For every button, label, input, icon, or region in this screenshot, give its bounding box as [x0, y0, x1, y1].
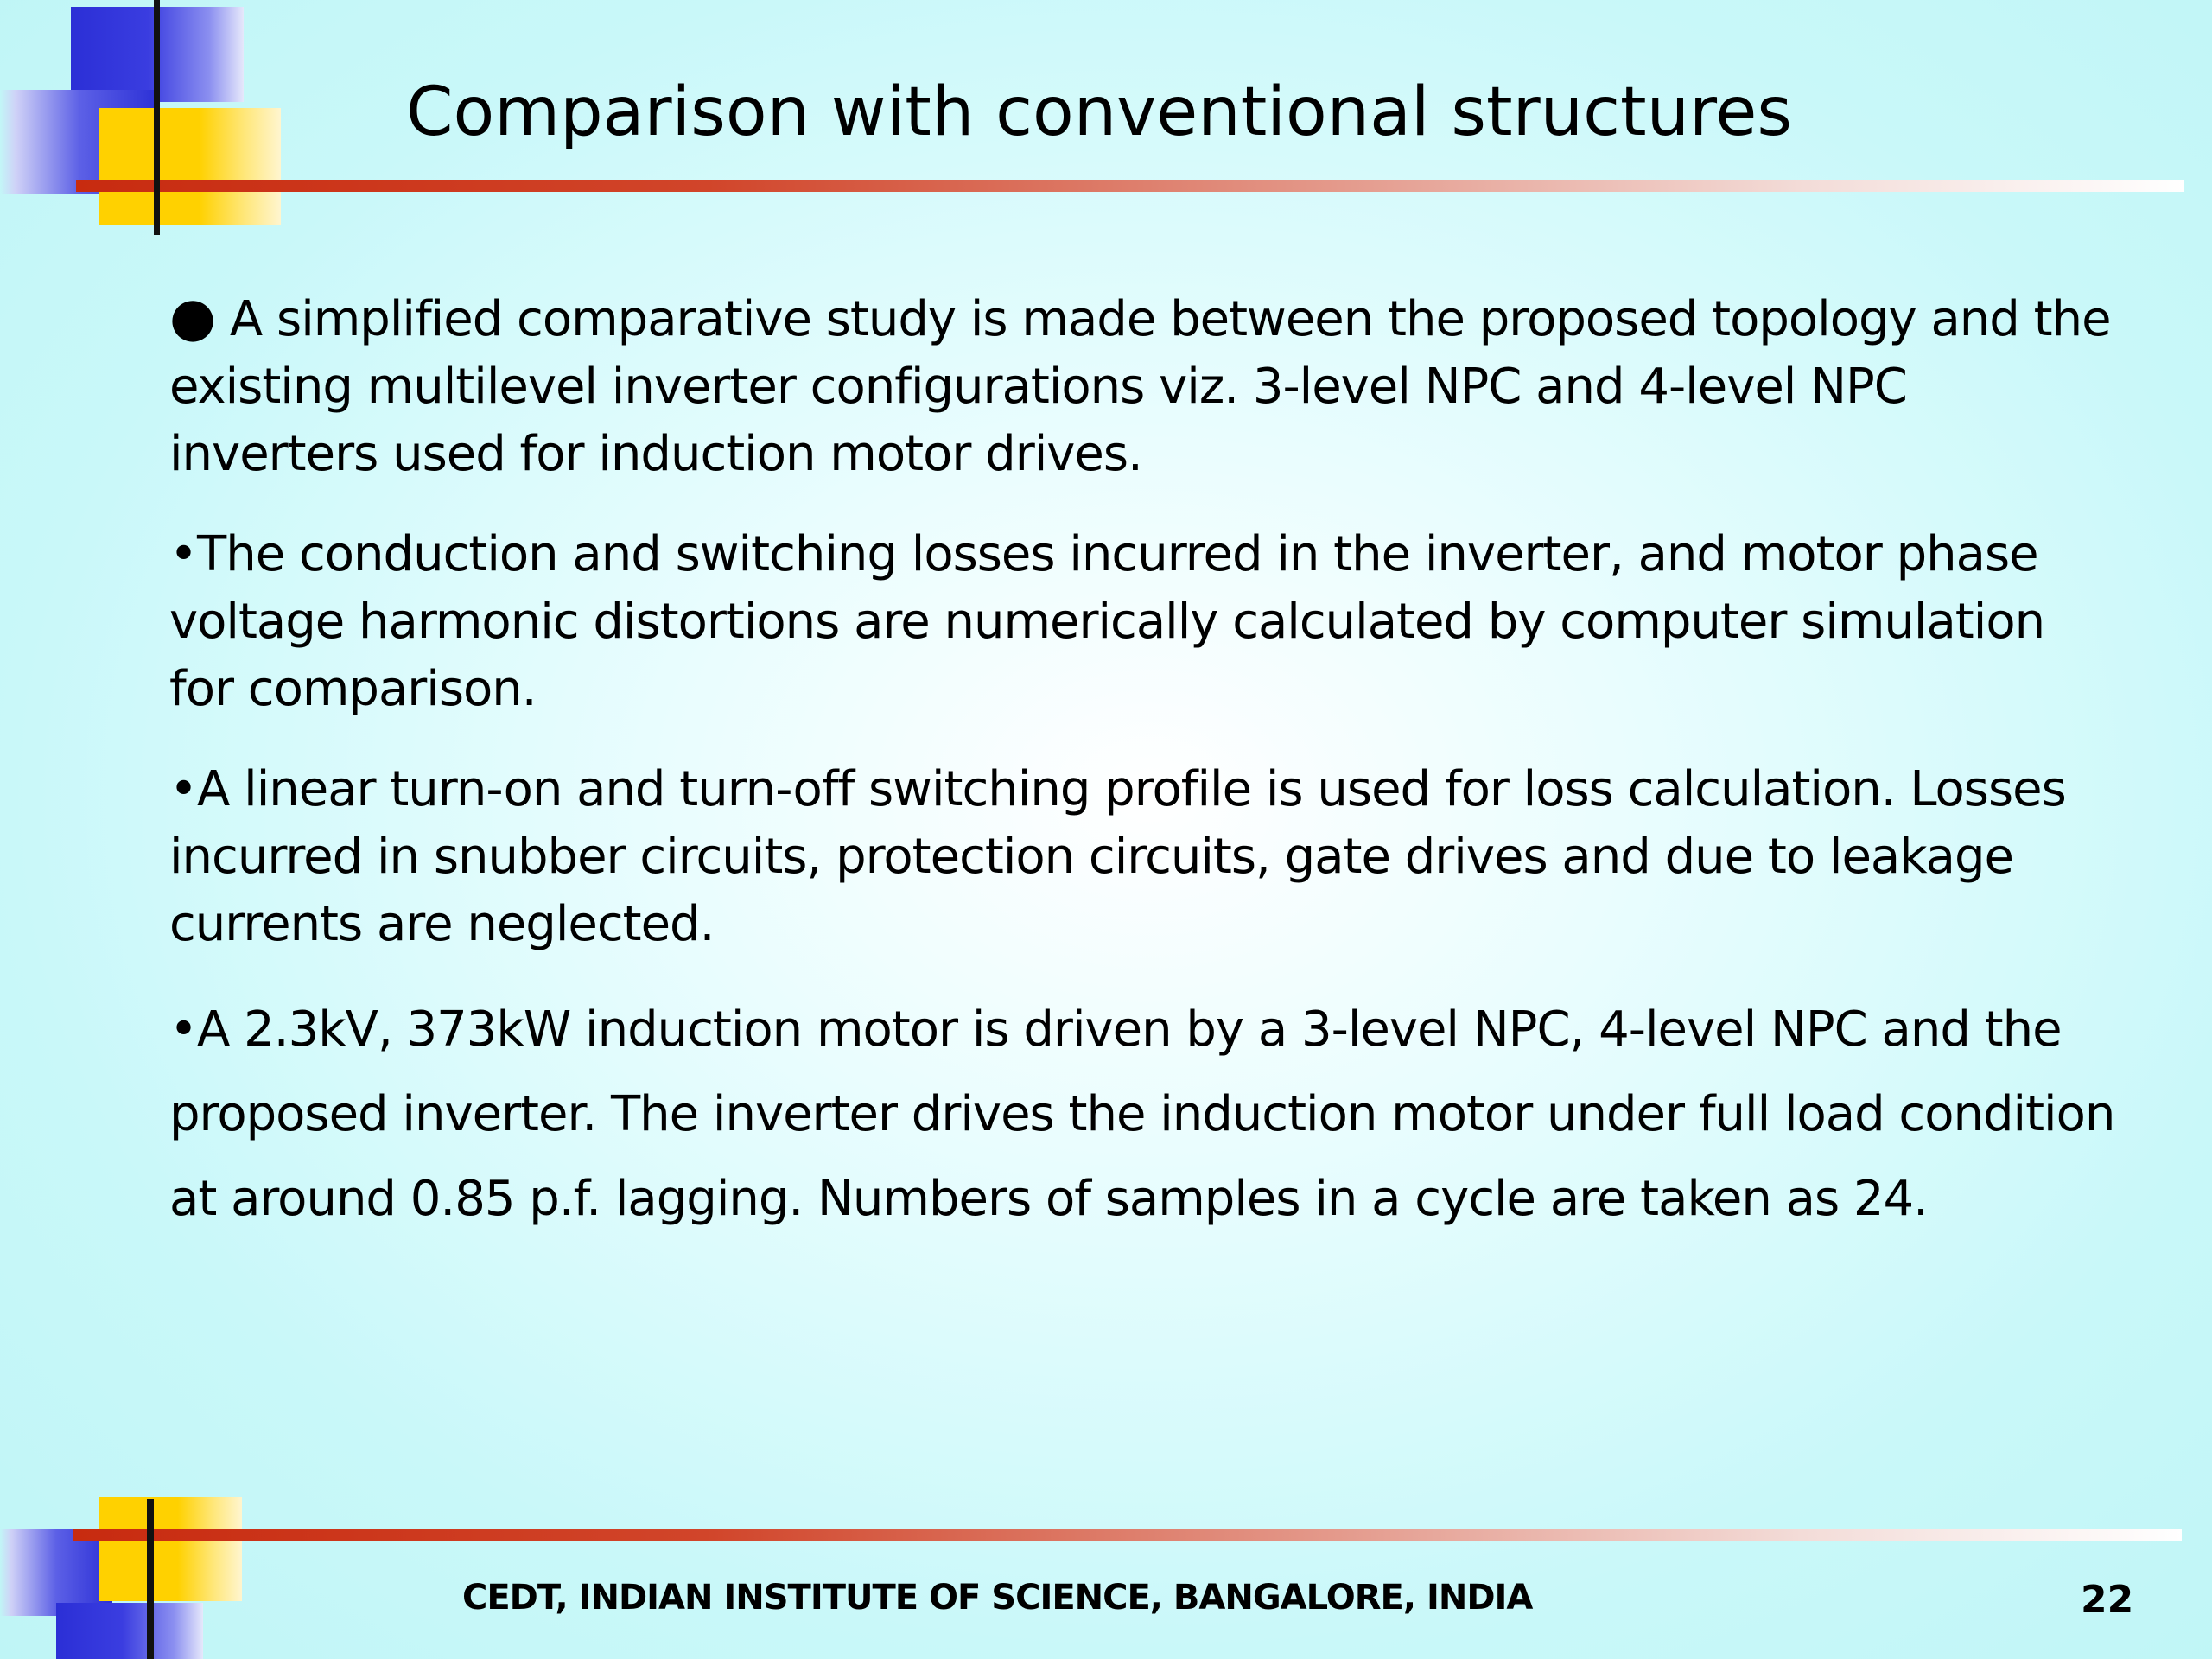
decor-yellow-square-bottom: [99, 1497, 242, 1601]
slide-title: Comparison with conventional structures: [406, 73, 1792, 151]
decor-vertical-line-bottom: [147, 1499, 154, 1659]
bullet-text: A linear turn-on and turn-off switching profile is used for loss calculation. Losses incurred in snubber circuits, protection circuits, gate drives and due to leakage currents are neglected.: [169, 761, 2066, 952]
bullet-marker: ●: [169, 285, 216, 348]
bullet-text: The conduction and switching losses incurred in the inverter, and motor phase voltage harmonic distortions are numerically calculated by computer simulation for comparison.: [169, 526, 2045, 717]
decor-vertical-line-top: [154, 0, 160, 235]
bullet-paragraph-4: [169, 988, 2122, 1242]
bullet-paragraph-1: [169, 283, 2122, 488]
bullet-paragraph-2: [169, 521, 2122, 723]
bullet-marker: •: [169, 1001, 198, 1058]
bullet-paragraph-3: [169, 756, 2122, 958]
slide-body: [169, 283, 2122, 1242]
title-divider-line: [76, 180, 2184, 192]
bullet-marker: •: [169, 526, 198, 582]
bullet-text: A simplified comparative study is made between the proposed topology and the existing multilevel inverter configurations viz. 3-level NPC and 4-level NPC inverters used for induction motor drives.: [169, 291, 2111, 482]
bullet-text: A 2.3kV, 373kW induction motor is driven by a 3-level NPC, 4-level NPC and the proposed inverter. The inverter drives the induction motor under full load condition at around 0.85 p.f. lagging. Numbers of samples in a cycle are taken as 24.: [169, 1001, 2115, 1227]
page-number: 22: [2081, 1578, 2134, 1622]
decor-yellow-square-top: [99, 108, 281, 225]
footer-institution: CEDT, INDIAN INSTITUTE OF SCIENCE, BANGALORE, INDIA: [462, 1578, 1533, 1618]
footer-divider-line: [73, 1529, 2182, 1541]
decor-blue-square-bottom: [56, 1603, 203, 1659]
bullet-marker: •: [169, 761, 198, 817]
